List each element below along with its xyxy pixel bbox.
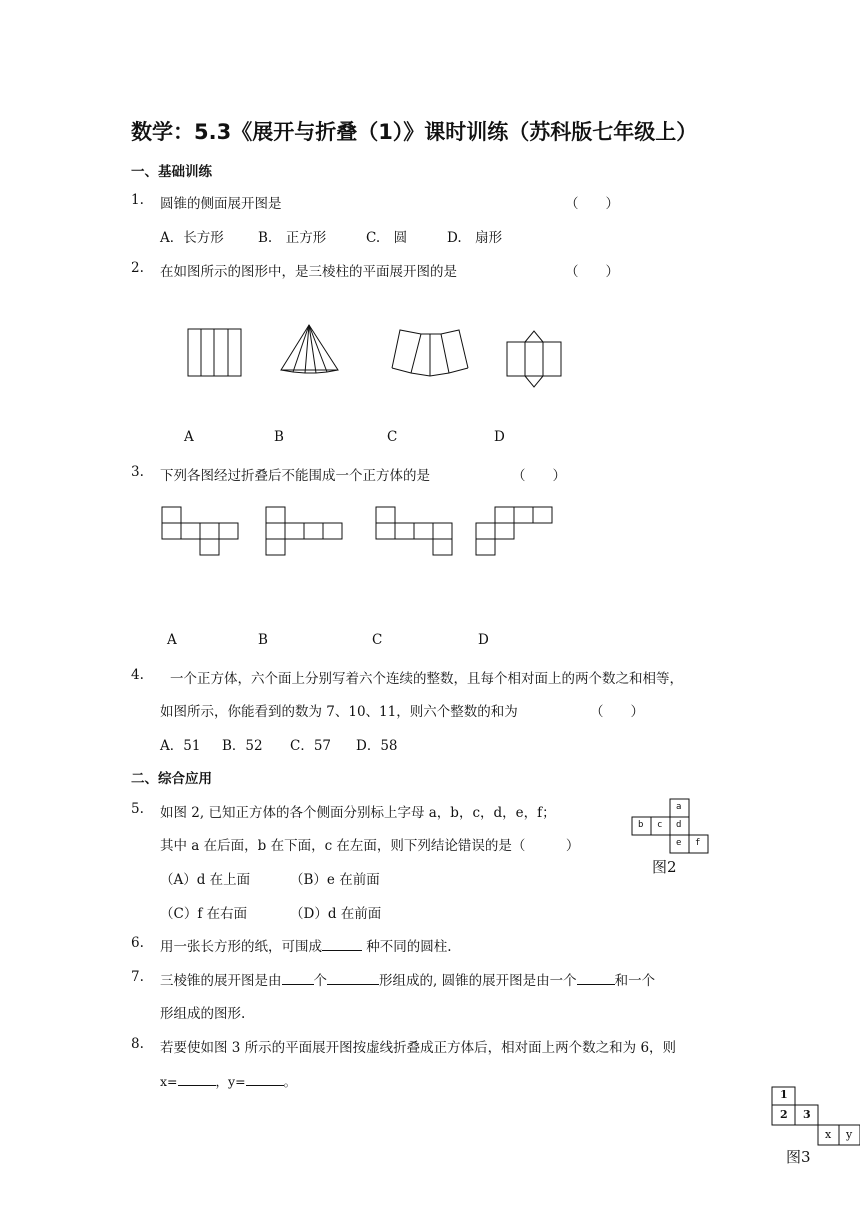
q5-option-c: （C）f 在右面	[160, 906, 248, 922]
figure-3-cell-3: 3	[803, 1108, 811, 1121]
q5-option-b: （B）e 在前面	[290, 872, 380, 888]
figure-2-cell-a: a	[676, 802, 682, 812]
q3-label-d: D	[478, 632, 489, 648]
q4-line1: 一个正方体，六个面上分别写着六个连续的整数，且每个相对面上的两个数之和相等，	[170, 671, 683, 687]
q2-label-d: D	[494, 429, 505, 445]
q7-number: 7.	[131, 969, 144, 985]
q5-line1: 如图 2, 已知正方体的各个侧面分别标上字母 a，b，c，d，e，f；	[160, 805, 556, 821]
q4-option-a: A．51	[160, 738, 201, 754]
q4-option-d: D．58	[356, 738, 398, 754]
q1-option-d: D. 扇形	[447, 230, 503, 246]
figure-2-cell-e: e	[676, 838, 682, 848]
q8-x-label: x=	[160, 1074, 178, 1089]
q3-number: 3.	[131, 464, 144, 480]
figure-2-cell-f: f	[695, 838, 701, 848]
section-heading-basic: 一、基础训练	[131, 164, 212, 180]
figure-3-cell-y: y	[846, 1128, 853, 1141]
q4-line2: 如图所示，你能看到的数为 7、10、11，则六个整数的和为	[160, 704, 518, 720]
q4-option-c: C．57	[290, 738, 332, 754]
q8-y-label: ，y=	[215, 1074, 246, 1089]
q2-label-a: A	[184, 429, 194, 445]
q5-option-d: （D）d 在前面	[290, 906, 382, 922]
q3-label-c: C	[372, 632, 383, 648]
q6-text-post: 种不同的圆柱.	[362, 939, 452, 955]
q3-answer-paren: （ ）	[512, 468, 566, 484]
q7-line2: 形组成的图形.	[160, 1006, 246, 1022]
q6-number: 6.	[131, 935, 144, 951]
q1-option-a: A．长方形	[160, 230, 224, 246]
figure-2-cell-b: b	[638, 820, 644, 830]
q5-option-a: （A）d 在上面	[160, 872, 251, 888]
q1-option-b: B. 正方形	[258, 230, 327, 246]
q3-label-b: B	[258, 632, 268, 648]
q7-part2: 个	[313, 973, 327, 989]
q1-option-c: C. 圆	[366, 230, 408, 246]
section-heading-application: 二、综合应用	[131, 771, 212, 787]
q8-number: 8.	[131, 1036, 144, 1052]
q6-text-pre: 用一张长方形的纸，可围成	[160, 939, 322, 955]
q4-number: 4.	[131, 667, 144, 683]
q4-option-b: B．52	[222, 738, 263, 754]
q7-part3: 形组成的, 圆锥的展开图是由一个	[379, 973, 577, 989]
q5-number: 5.	[131, 801, 144, 817]
q3-text: 下列各图经过折叠后不能围成一个正方体的是	[160, 468, 430, 484]
figure-3-caption: 图3	[786, 1148, 811, 1166]
q7-part4: 和一个	[614, 973, 656, 989]
q1-number: 1.	[131, 192, 144, 208]
figure-3-cell-1: 1	[780, 1088, 788, 1101]
q5-line2: 其中 a 在后面，b 在下面，c 在左面，则下列结论错误的是（ ）	[160, 838, 580, 854]
figure-2-cell-c: c	[657, 820, 663, 830]
q2-number: 2.	[131, 260, 144, 276]
q1-answer-paren: （ ）	[565, 196, 619, 212]
q2-text: 在如图所示的图形中，是三棱柱的平面展开图的是	[160, 264, 457, 280]
figure-2-caption: 图2	[652, 858, 677, 876]
figure-2-cell-d: d	[676, 820, 682, 830]
q2-answer-paren: （ ）	[565, 264, 619, 280]
q3-label-a: A	[167, 632, 177, 648]
figure-3-cell-x: x	[825, 1128, 832, 1141]
q4-answer-paren: （ ）	[590, 704, 644, 720]
page-title: 数学：5.3《展开与折叠（1）》课时训练（苏科版七年级上）	[131, 120, 698, 144]
q7-part1: 三棱锥的展开图是由	[160, 973, 282, 989]
figure-3-cell-2: 2	[780, 1108, 788, 1121]
q2-label-b: B	[274, 429, 284, 445]
q1-text: 圆锥的侧面展开图是	[160, 196, 282, 212]
q2-label-c: C	[387, 429, 398, 445]
q8-line1: 若要使如图 3 所示的平面展开图按虚线折叠成正方体后，相对面上两个数之和为 6，则	[160, 1040, 677, 1056]
q8-end: 。	[283, 1074, 297, 1089]
